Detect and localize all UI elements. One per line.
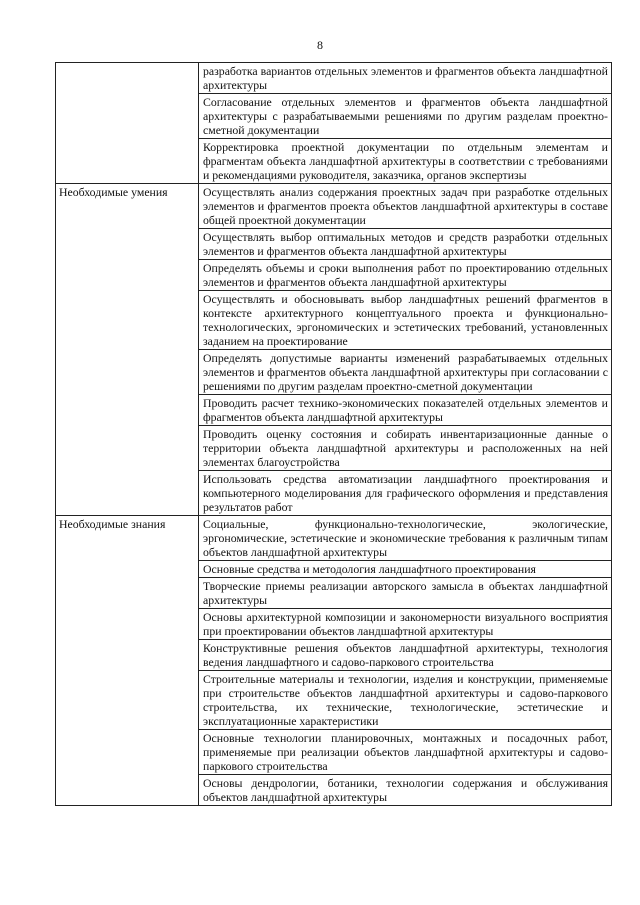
section-items-cell (199, 63, 612, 184)
list-item: Конструктивные решения объектов ландшафтной архитектуры, технология ведения ландшафтного и садово-паркового строительства (199, 640, 611, 671)
section-label (56, 63, 198, 64)
list-item: Согласование отдельных элементов и фрагментов объекта ландшафтной архитектуры с разрабатываемыми решениями по другим разделам проектно-сметной документации (199, 94, 611, 139)
list-item: Социальные, функционально-технологические, экологические, эргономические, эстетические и экономические требования к различным типам объектов ландшафтной архитектуры (199, 516, 611, 561)
list-item: Осуществлять анализ содержания проектных задач при разработке отдельных элементов и фрагментов проекта объектов ландшафтной архитектуры в составе общей проектной документации (199, 184, 611, 229)
list-item: Корректировка проектной документации по отдельным элементам и фрагментам объекта ландшафтной архитектуры в соответствии с требованиями и рекомендациями руководителя, заказчика, органов экспертизы (203, 140, 608, 182)
list-item: Проводить оценку состояния и собирать инвентаризационные данные о территории объекта ландшафтной архитектуры и расположенных на ней элементах благоустройства (199, 426, 611, 471)
section-label-cell (56, 516, 199, 806)
requirements-table (55, 62, 612, 806)
section-label-cell (56, 184, 199, 516)
list-item: Основы архитектурной композиции и закономерности визуального восприятия при проектировании объектов ландшафтной архитектуры (199, 609, 611, 640)
table-row (56, 516, 612, 806)
list-item: Определять допустимые варианты изменений разрабатываемых отдельных элементов и фрагментов объекта ландшафтной архитектуры при согласовании с решениями по другим разделам проектно-сметной документации (199, 350, 611, 395)
list-item: Проводить расчет технико-экономических показателей отдельных элементов и фрагментов объекта ландшафтной архитектуры (199, 395, 611, 426)
list-item: разработка вариантов отдельных элементов и фрагментов объекта ландшафтной архитектуры (199, 63, 611, 94)
list-item: Осуществлять и обосновывать выбор ландшафтных решений фрагментов в контексте архитектурного концептуального проекта и функционально-технологических, эргономических и эстетических требований, установленных заданием на проектирование (199, 291, 611, 350)
table-row (56, 63, 612, 184)
section-label-cell (56, 63, 199, 184)
section-label: Необходимые знания (59, 517, 166, 531)
list-item: Творческие приемы реализации авторского замысла в объектах ландшафтной архитектуры (199, 578, 611, 609)
list-item: Основы дендрологии, ботаники, технологии содержания и обслуживания объектов ландшафтной архитектуры (203, 776, 608, 804)
list-item: Использовать средства автоматизации ландшафтного проектирования и компьютерного моделирования для графического оформления и представления результатов работ (203, 472, 608, 514)
list-item: Определять объемы и сроки выполнения работ по проектированию отдельных элементов и фрагментов объекта ландшафтной архитектуры (199, 260, 611, 291)
list-item: Основные средства и методология ландшафтного проектирования (199, 561, 611, 578)
section-items-cell (199, 516, 612, 806)
list-item: Строительные материалы и технологии, изделия и конструкции, применяемые при строительстве объектов ландшафтной архитектуры и садово-паркового строительства, их технические, технологические, эстетические и эксплуатационные характеристики (199, 671, 611, 730)
page-number: 8 (317, 38, 323, 52)
table-row (56, 184, 612, 516)
section-items-cell (199, 184, 612, 516)
list-item: Осуществлять выбор оптимальных методов и средств разработки отдельных элементов и фрагментов объекта ландшафтной архитектуры (199, 229, 611, 260)
list-item: Основные технологии планировочных, монтажных и посадочных работ, применяемые при реализации объектов ландшафтной архитектуры и садово-паркового строительства (199, 730, 611, 775)
section-label: Необходимые умения (59, 185, 168, 199)
